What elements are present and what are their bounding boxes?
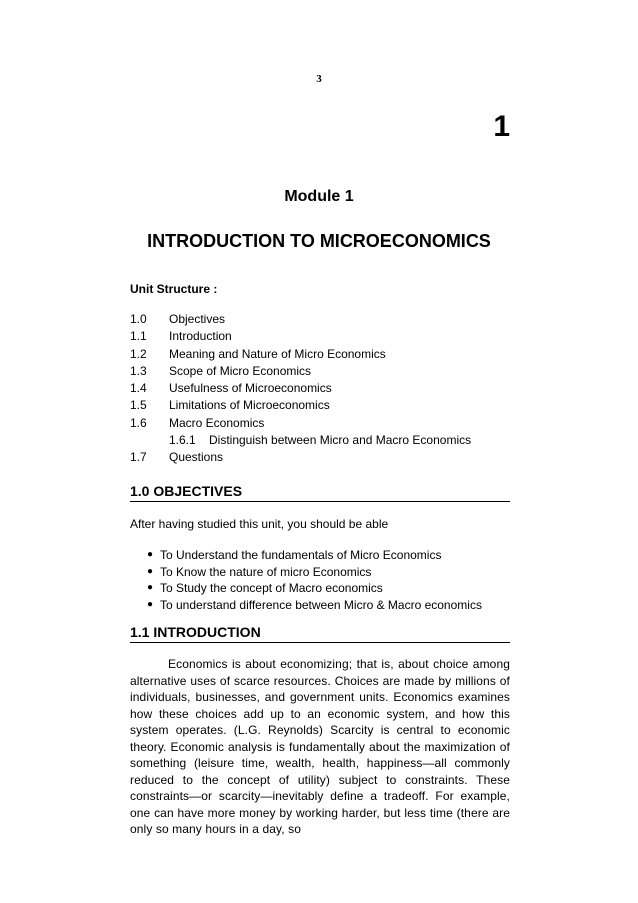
bullet-icon: ●	[147, 549, 154, 560]
bullet-icon: ●	[147, 582, 154, 594]
objectives-heading: 1.0 OBJECTIVES	[130, 483, 510, 502]
toc-item-title: Introduction	[169, 329, 232, 344]
list-item	[147, 597, 482, 614]
toc-item-number: 1.4	[130, 381, 147, 396]
objectives-list	[147, 547, 482, 614]
toc-item	[130, 311, 510, 328]
list-item	[147, 564, 482, 581]
unit-structure-label: Unit Structure :	[130, 282, 218, 296]
toc-item-title: Meaning and Nature of Micro Economics	[169, 346, 386, 361]
toc-item	[130, 346, 510, 363]
toc-item-number: 1.7	[130, 450, 147, 465]
list-item	[147, 547, 482, 564]
module-title: Module 1	[284, 188, 354, 205]
toc-item	[130, 397, 510, 414]
list-item	[147, 580, 482, 597]
page-number: 3	[316, 73, 322, 85]
list-item-text: To Know the nature of micro Economics	[160, 564, 372, 579]
objectives-intro: After having studied this unit, you should be able	[130, 517, 389, 531]
toc-subitem	[130, 432, 510, 449]
list-item-text: To Understand the fundamentals of Micro Economics	[160, 548, 442, 562]
page-title: INTRODUCTION TO MICROECONOMICS	[147, 231, 491, 251]
introduction-paragraph: Economics is about economizing; that is, about choice among alternative uses of scarce resources. Choices are made by millions of individuals, businesses, and government units. Economics examines how these choices add up to an economic system, and how this system operates. (L.G. Reynolds) Scarcity is central to economic theory. Economic analysis is fundamentally about the maximization of something (leisure time, wealth, health, happiness—all commonly reduced to the concept of utility) subject to constraints. These constraints—or scarcity—inevitably define a tradeoff. For example, one can have more money by working harder, but less time (there are only so many hours in a day, so	[130, 657, 510, 836]
toc-item-number: 1.2	[130, 346, 147, 361]
toc-item	[130, 363, 510, 380]
toc-item-title: Objectives	[169, 312, 226, 326]
table-of-contents	[130, 311, 510, 467]
chapter-number: 1	[493, 110, 510, 143]
toc-item	[130, 380, 510, 397]
toc-item-title: Limitations of Microeconomics	[169, 398, 330, 413]
bullet-icon: ●	[147, 565, 154, 577]
list-item-text: To understand difference between Micro & Macro economics	[160, 598, 482, 613]
toc-item-title: Questions	[169, 450, 224, 465]
toc-item-title: Macro Economics	[169, 415, 265, 430]
toc-item	[130, 415, 510, 432]
introduction-heading: 1.1 INTRODUCTION	[130, 624, 510, 643]
toc-item-number: 1.6	[130, 415, 147, 430]
toc-item-number: 1.0	[130, 312, 147, 326]
toc-item-title: Usefulness of Microeconomics	[169, 381, 332, 396]
toc-item-number: 1.1	[130, 329, 147, 344]
toc-item-title: Distinguish between Micro and Macro Economics	[209, 433, 472, 448]
toc-item-number: 1.3	[130, 363, 147, 378]
toc-item-title: Scope of Micro Economics	[169, 363, 312, 378]
toc-item	[130, 449, 510, 466]
toc-item	[130, 328, 510, 345]
toc-item-number: 1.6.1	[169, 433, 196, 448]
bullet-icon: ●	[147, 599, 154, 611]
list-item-text: To Study the concept of Macro economics	[160, 581, 383, 596]
toc-item-number: 1.5	[130, 398, 147, 413]
